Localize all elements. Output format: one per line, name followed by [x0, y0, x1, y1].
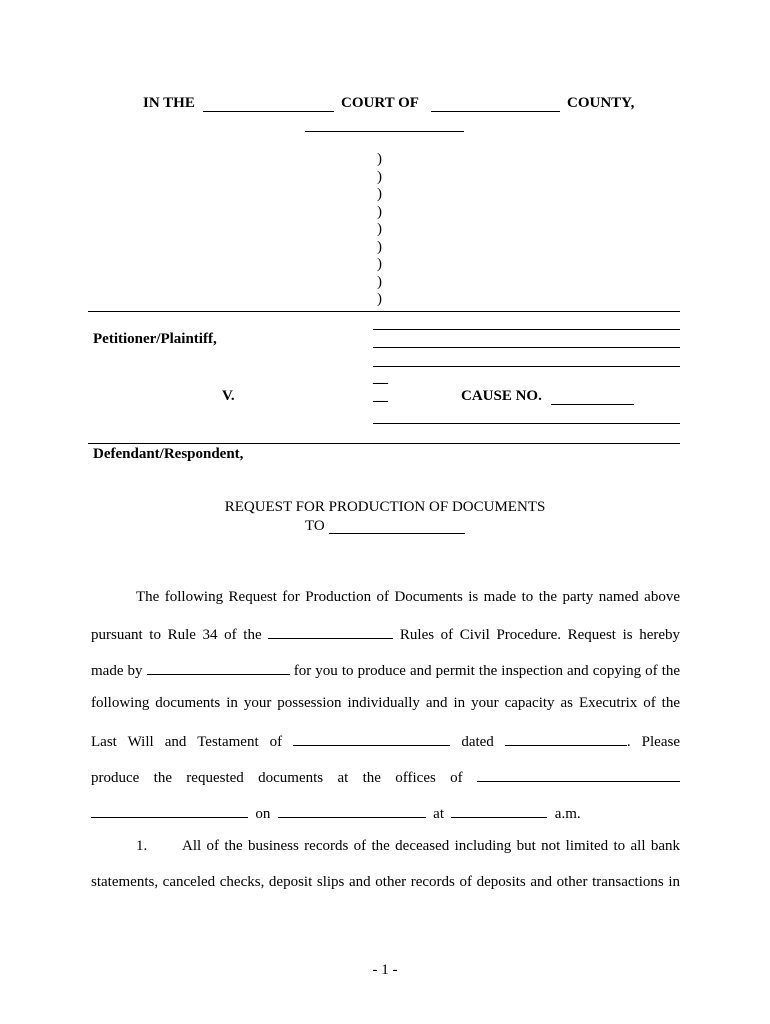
petitioner-name-blank[interactable] [88, 311, 680, 312]
court-of-label: COURT OF [341, 95, 419, 111]
paren: ) [377, 203, 382, 220]
county-name-blank[interactable] [431, 111, 560, 112]
cause-no-label: CAUSE NO. [461, 388, 542, 404]
body-text: produce the requested documents at the offices of [91, 770, 463, 786]
requesting-party-blank[interactable] [147, 660, 290, 675]
body-line-9: statements, canceled checks, deposit slips and other records of deposits and other transactions in [91, 874, 680, 890]
body-line-7 [91, 803, 680, 823]
paren: ) [377, 186, 382, 202]
caption-right-line[interactable] [373, 366, 680, 367]
paren: ) [377, 151, 382, 167]
state-rules-blank[interactable] [268, 624, 393, 639]
cause-number-blank[interactable] [551, 404, 634, 405]
petitioner-label: Petitioner/Plaintiff, [93, 331, 217, 347]
court-name-blank[interactable] [203, 111, 334, 112]
paren: ) [377, 273, 382, 290]
body-line-5 [91, 731, 680, 751]
county-label: COUNTY, [567, 95, 635, 111]
production-date-blank[interactable] [278, 803, 426, 818]
body-line-6 [91, 767, 680, 787]
caption-dash: __ [373, 370, 388, 386]
caption-right-line[interactable] [373, 329, 680, 330]
paren: ) [377, 168, 382, 185]
body-text: a.m. [554, 806, 581, 822]
defendant-label: Defendant/Respondent, [93, 446, 244, 462]
caption-dash: __ [373, 388, 388, 404]
state-blank[interactable] [305, 131, 464, 132]
will-date-blank[interactable] [505, 731, 627, 746]
body-line-4: following documents in your possession individually and in your capacity as Executrix of the [91, 695, 680, 711]
in-the-label: IN THE [143, 95, 195, 111]
office-name-blank[interactable] [477, 767, 680, 782]
body-line-2 [91, 624, 680, 644]
body-line-3 [91, 660, 680, 680]
document-title: REQUEST FOR PRODUCTION OF DOCUMENTS [224, 499, 546, 515]
paren: ) [377, 238, 382, 255]
body-text: . Please [626, 734, 680, 750]
body-text: on [255, 806, 271, 822]
testator-name-blank[interactable] [293, 731, 450, 746]
body-line-8: All of the business records of the deceased including but not limited to all bank [182, 838, 680, 854]
body-text: at [433, 806, 444, 822]
versus-label: V. [222, 388, 235, 404]
body-line-1: The following Request for Production of Documents is made to the party named above [136, 589, 680, 605]
paren: ) [377, 256, 382, 272]
page-number: - 1 - [372, 962, 398, 978]
caption-right-line[interactable] [373, 423, 680, 424]
caption-right-line[interactable] [373, 347, 680, 348]
paren: ) [377, 221, 382, 237]
paren: ) [377, 291, 382, 307]
body-text: for you to produce and permit the inspection and copying of the [293, 663, 681, 679]
body-text: dated [461, 734, 494, 750]
recipient-blank[interactable] [329, 533, 465, 534]
body-text: Last Will and Testament of [91, 734, 283, 750]
caption-parentheses [377, 151, 382, 309]
item-number: 1. [136, 838, 148, 854]
heading-to-label: TO [305, 518, 325, 534]
body-text: pursuant to Rule 34 of the [91, 627, 262, 643]
production-time-blank[interactable] [451, 803, 547, 818]
body-text: Rules of Civil Procedure. Request is hereby [399, 627, 681, 643]
defendant-name-blank[interactable] [88, 443, 680, 444]
office-address-blank[interactable] [91, 803, 248, 818]
body-text: made by [91, 663, 143, 679]
